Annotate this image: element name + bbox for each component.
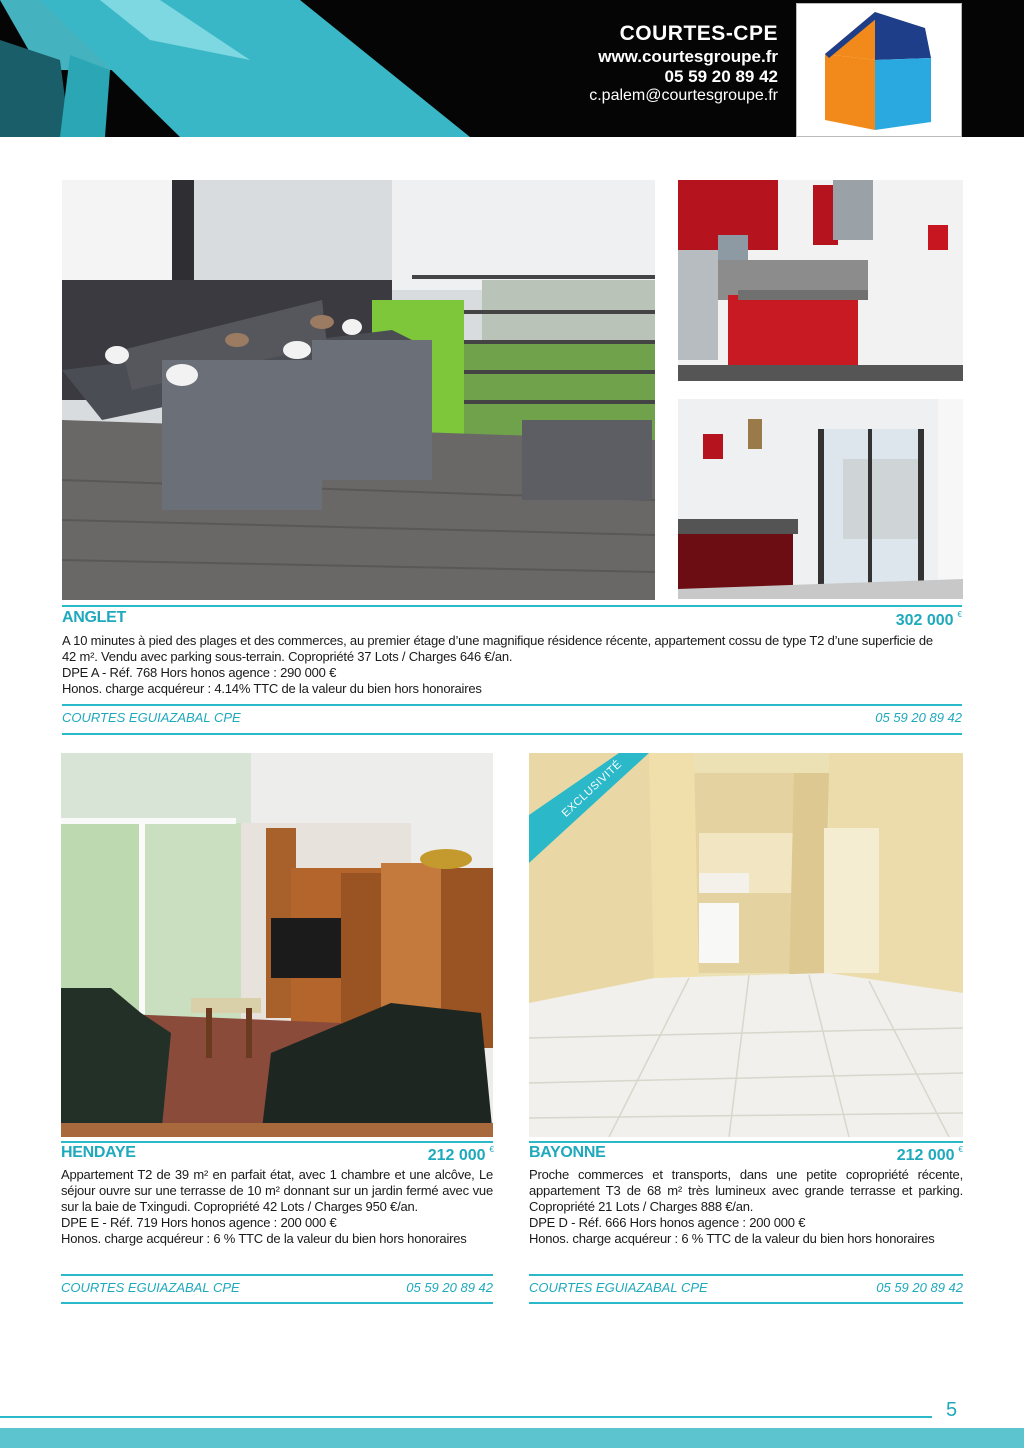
currency-symbol: € (958, 1145, 963, 1154)
anglet-mid-rule (62, 704, 962, 706)
exclusivity-label: EXCLUSIVITÉ (559, 758, 625, 820)
bayonne-description (529, 1167, 963, 1247)
hendaye-agency: COURTES EGUIAZABAL CPE (61, 1280, 240, 1295)
anglet-terrace-photo (62, 180, 655, 600)
hendaye-living-photo (61, 753, 493, 1137)
hendaye-honos: Honos. charge acquéreur : 6 % TTC de la valeur du bien hors honoraires (61, 1231, 467, 1246)
agency-contact (589, 22, 778, 106)
anglet-price-value: 302 000 (895, 612, 954, 629)
agency-logo (796, 3, 962, 137)
bayonne-desc-text: Proche commerces et transports, dans une petite copropriété récente, appartement T3 de 68 m² très lumineux avec grande terrasse et parking. Copropriété 21 Lots / Charges 888 €/an. (529, 1167, 963, 1214)
house-logo-icon (797, 4, 961, 136)
bayonne-price (878, 1147, 963, 1165)
hendaye-price-value: 212 000 (427, 1147, 486, 1164)
hendaye-description (61, 1167, 493, 1247)
page-header (0, 0, 1024, 137)
bayonne-agency: COURTES EGUIAZABAL CPE (529, 1280, 708, 1295)
hendaye-desc-text: Appartement T2 de 39 m² en parfait état, avec 1 chambre et une alcôve, Le séjour ouvre sur une terrasse de 10 m² donnant sur un jardin fermé avec vue sur la baie de Txingudi. Copropriété 42 Lots / Charges 950 €/an. (61, 1167, 493, 1214)
hendaye-price (410, 1147, 494, 1165)
anglet-kitchen-photo (678, 180, 963, 381)
anglet-price (896, 612, 962, 630)
bayonne-bottom-rule (529, 1302, 963, 1304)
bayonne-phone: 05 59 20 89 42 (876, 1280, 963, 1295)
anglet-agency: COURTES EGUIAZABAL CPE (62, 710, 241, 725)
anglet-desc-line-1: A 10 minutes à pied des plages et des commerces, au premier étage d’une magnifique résidence récente, appartement cossu de type T2 d’une superficie de (62, 633, 933, 648)
agency-phone: 05 59 20 89 42 (664, 66, 778, 86)
anglet-phone: 05 59 20 89 42 (875, 710, 962, 725)
hendaye-mid-rule (61, 1274, 493, 1276)
anglet-bottom-rule (62, 733, 962, 735)
bayonne-city: BAYONNE (529, 1144, 606, 1161)
currency-symbol: € (489, 1145, 494, 1154)
bayonne-mid-rule (529, 1274, 963, 1276)
exclusivity-badge (529, 753, 649, 863)
anglet-desc-line-2: 42 m². Vendu avec parking sous-terrain. Copropriété 37 Lots / Charges 646 €/an. (62, 649, 513, 664)
anglet-top-rule (62, 605, 962, 607)
anglet-honos: Honos. charge acquéreur : 4.14% TTC de la valeur du bien hors honoraires (62, 681, 482, 696)
page-bottom-bar (0, 1428, 1024, 1448)
header-stripes (0, 0, 520, 137)
bayonne-dpe: DPE D - Réf. 666 Hors honos agence : 200 000 € (529, 1215, 806, 1230)
agency-email[interactable]: c.palem@courtesgroupe.fr (589, 86, 778, 104)
hendaye-dpe: DPE E - Réf. 719 Hors honos agence : 200 000 € (61, 1215, 337, 1230)
currency-symbol: € (957, 610, 962, 619)
hendaye-bottom-rule (61, 1302, 493, 1304)
page-number: 5 (946, 1399, 958, 1421)
anglet-dpe: DPE A - Réf. 768 Hors honos agence : 290 000 € (62, 665, 337, 680)
hendaye-phone: 05 59 20 89 42 (406, 1280, 493, 1295)
hendaye-top-rule (61, 1141, 493, 1143)
agency-name: COURTES-CPE (619, 22, 778, 45)
agency-website[interactable]: www.courtesgroupe.fr (598, 46, 778, 66)
anglet-description (62, 633, 962, 697)
page-footer-rule (0, 1416, 932, 1418)
hendaye-city: HENDAYE (61, 1144, 136, 1161)
anglet-living-photo (678, 399, 963, 599)
bayonne-top-rule (529, 1141, 963, 1143)
anglet-city: ANGLET (62, 609, 126, 626)
bayonne-price-value: 212 000 (896, 1147, 955, 1164)
bayonne-honos: Honos. charge acquéreur : 6 % TTC de la valeur du bien hors honoraires (529, 1231, 935, 1246)
